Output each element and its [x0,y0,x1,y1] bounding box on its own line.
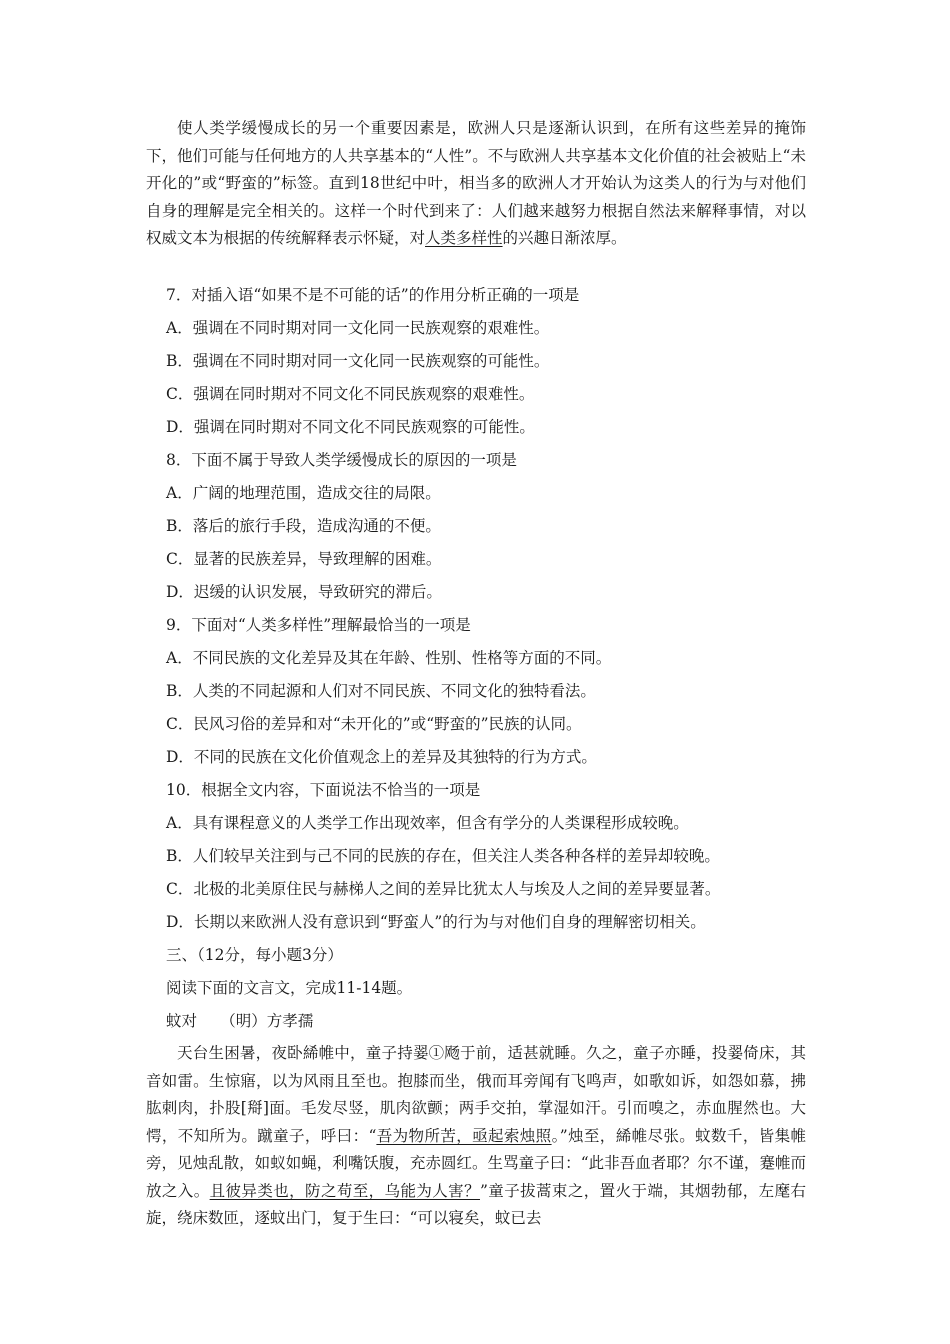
question-10-option-b: B．人们较早关注到与己不同的民族的存在，但关注人类各种各样的差异却较晚。 [166,847,720,865]
underlined-sentence-2: 且彼异类也，防之苟至，乌能为人害？ [209,1181,480,1200]
question-8-option-b: B．落后的旅行手段，造成沟通的不便。 [166,517,441,535]
question-7-option-a: A．强调在不同时期对同一文化同一民族观察的艰难性。 [166,319,550,337]
question-8-option-a: A．广阔的地理范围，造成交往的局限。 [166,484,441,502]
question-7-stem: 7．对插入语“如果不是不可能的话”的作用分析正确的一项是 [166,286,580,304]
question-9-stem: 9．下面对“人类多样性”理解最恰当的一项是 [166,616,471,634]
section-heading: 三、（12分，每小题3分） [166,946,343,964]
question-8-option-d: D．迟缓的认识发展，导致研究的滞后。 [166,583,442,601]
question-8-option-c: C．显著的民族差异，导致理解的困难。 [166,550,442,568]
question-9-option-d: D．不同的民族在文化价值观念上的差异及其独特的行为方式。 [166,748,597,766]
question-9-option-a: A．不同民族的文化差异及其在年龄、性别、性格等方面的不同。 [166,649,612,667]
question-10-option-a: A．具有课程意义的人类学工作出现效率，但含有学分的人类课程形成较晚。 [166,814,689,832]
question-9-option-c: C．民风习俗的差异和对“未开化的”或“野蛮的”民族的认同。 [166,715,582,733]
classical-paragraph [146,1040,806,1233]
classical-text-3: ”童子拔蒿束之，置火于端，其烟勃郁，左麾右旋，绕床数匝，逐蚊出门，复于生曰：“可以寝矣，蚊已去 [146,1181,806,1227]
question-10-option-c: C．北极的北美原住民与赫梯人之间的差异比犹太人与埃及人之间的差异要显著。 [166,880,721,898]
question-7-option-b: B．强调在不同时期对同一文化同一民族观察的可能性。 [166,352,550,370]
question-10-option-d: D．长期以来欧洲人没有意识到“野蛮人”的行为与对他们自身的理解密切相关。 [166,913,706,931]
classical-title: 蚊对 （明）方孝孺 [166,1012,314,1030]
question-10-stem: 10．根据全文内容，下面说法不恰当的一项是 [166,781,481,799]
passage-text: 使人类学缓慢成长的另一个重要因素是，欧洲人只是逐渐认识到，在所有这些差异的掩饰下，他们可能与任何地方的人共享基本的“人性”。不与欧洲人共享基本文化价值的社会被贴上“未开化的”或“野蛮的”标签。直到18世纪中叶，相当多的欧洲人才开始认为这类人的行为与对他们自身的理解是完全相关的。这样一个时代到来了：人们越来越努力根据自然法来解释事情，对以权威文本为根据的传统解释表示怀疑，对 [146,119,806,247]
question-8-stem: 8．下面不属于导致人类学缓慢成长的原因的一项是 [166,451,517,469]
classical-text-1: 天台生困暑，夜卧絺帷中，童子持翣①飏于前，适甚就睡。久之，童子亦睡，投翣倚床，其音如雷。生惊寤，以为风雨且至也。抱膝而坐，俄而耳旁闻有飞鸣声，如歌如诉，如怨如慕，拂肱刺肉，扑股[搿]面。毛发尽竖，肌肉欲颤；两手交拍，掌湿如汗。引而嗅之，赤血腥然也。大愕，不知所为。蹴童子，呼曰：“ [146,1044,806,1145]
underlined-sentence-1: 吾为物所苦，亟起索烛照 [376,1126,552,1145]
passage-paragraph [146,115,806,253]
section-instruction: 阅读下面的文言文，完成11-14题。 [166,979,413,997]
question-7-option-c: C．强调在同时期对不同文化不同民族观察的艰难性。 [166,385,535,403]
classical-text-2: 。”烛至，絺帷尽张。蚊数千，皆集帷旁，见烛乱散，如蚁如蝇，利嘴饫腹，充赤圆红。生骂童子曰：“此非吾血者耶？尔不谨，蹇帷而放之入。 [146,1126,806,1200]
passage-text-end: 的兴趣日渐浓厚。 [502,229,627,247]
question-7-option-d: D．强调在同时期对不同文化不同民族观察的可能性。 [166,418,535,436]
question-9-option-b: B．人类的不同起源和人们对不同民族、不同文化的独特看法。 [166,682,596,700]
underlined-term: 人类多样性 [425,229,503,247]
